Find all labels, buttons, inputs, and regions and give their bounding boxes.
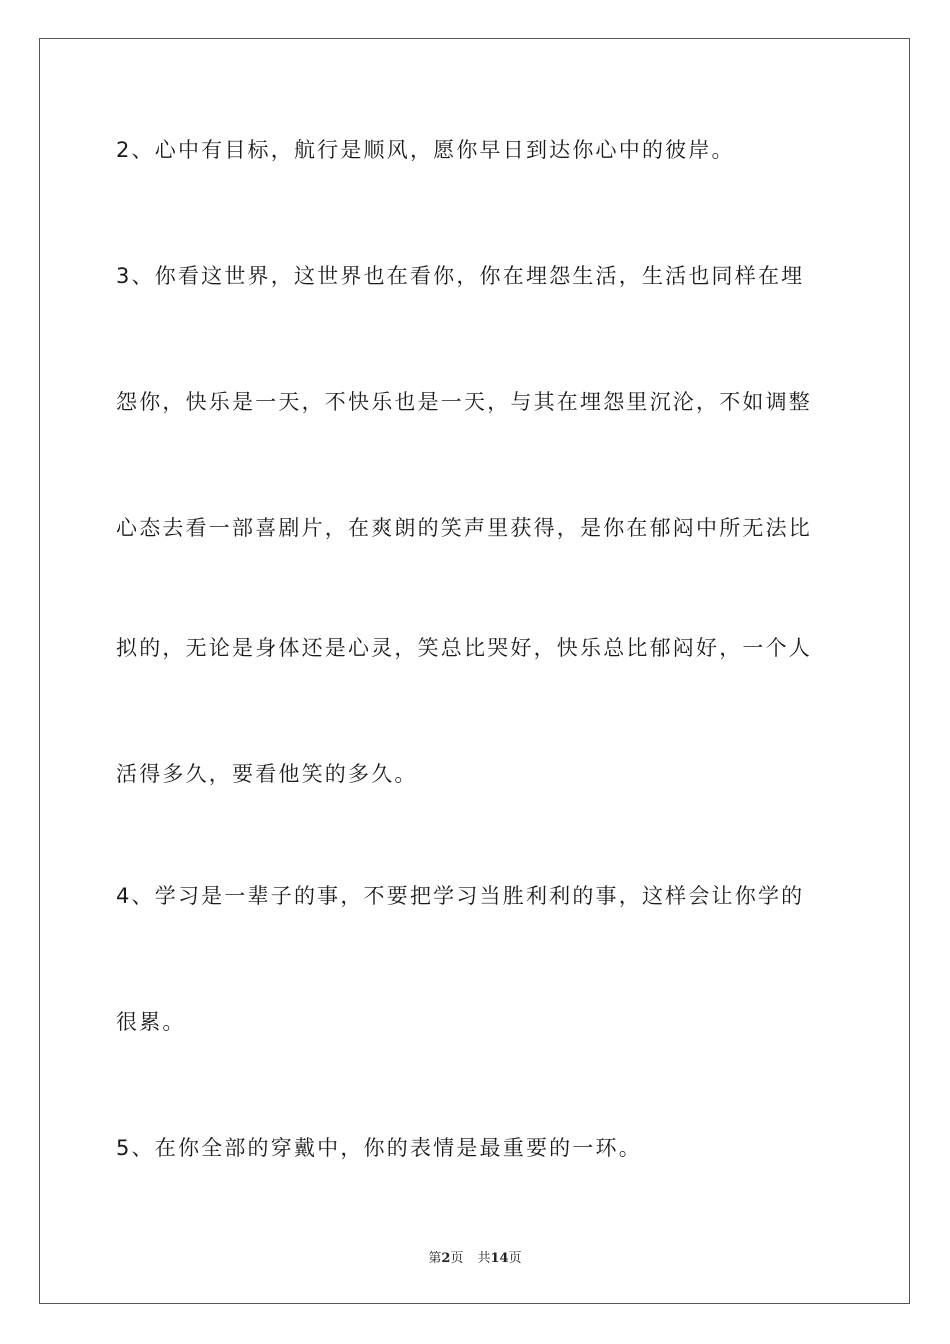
text-line: 心态去看一部喜剧片，在爽朗的笑声里获得，是你在郁闷中所无法比 (116, 516, 812, 540)
text-line: 4、学习是一辈子的事，不要把学习当胜利利的事，这样会让你学的 (116, 884, 805, 908)
footer-total-prefix: 共 (477, 1251, 491, 1266)
footer-page-prefix: 第 (428, 1251, 442, 1266)
text-line: 拟的，无论是身体还是心灵，笑总比哭好，快乐总比郁闷好，一个人 (116, 636, 812, 660)
text-line: 活得多久，要看他笑的多久。 (116, 762, 418, 786)
footer-page-suffix: 页 (450, 1251, 464, 1266)
footer-page-number: 2 (441, 1251, 451, 1266)
footer-total-suffix: 页 (508, 1251, 522, 1266)
text-line: 2、心中有目标，航行是顺风，愿你早日到达你心中的彼岸。 (116, 138, 735, 162)
text-line: 很累。 (116, 1010, 186, 1034)
footer-total-pages: 14 (490, 1251, 509, 1266)
page-footer (0, 1247, 950, 1266)
page-border (39, 38, 910, 1304)
text-line: 3、你看这世界，这世界也在看你，你在埋怨生活，生活也同样在埋 (116, 264, 805, 288)
text-line: 5、在你全部的穿戴中，你的表情是最重要的一环。 (116, 1136, 642, 1160)
text-line: 怨你，快乐是一天，不快乐也是一天，与其在埋怨里沉沦，不如调整 (116, 390, 812, 414)
